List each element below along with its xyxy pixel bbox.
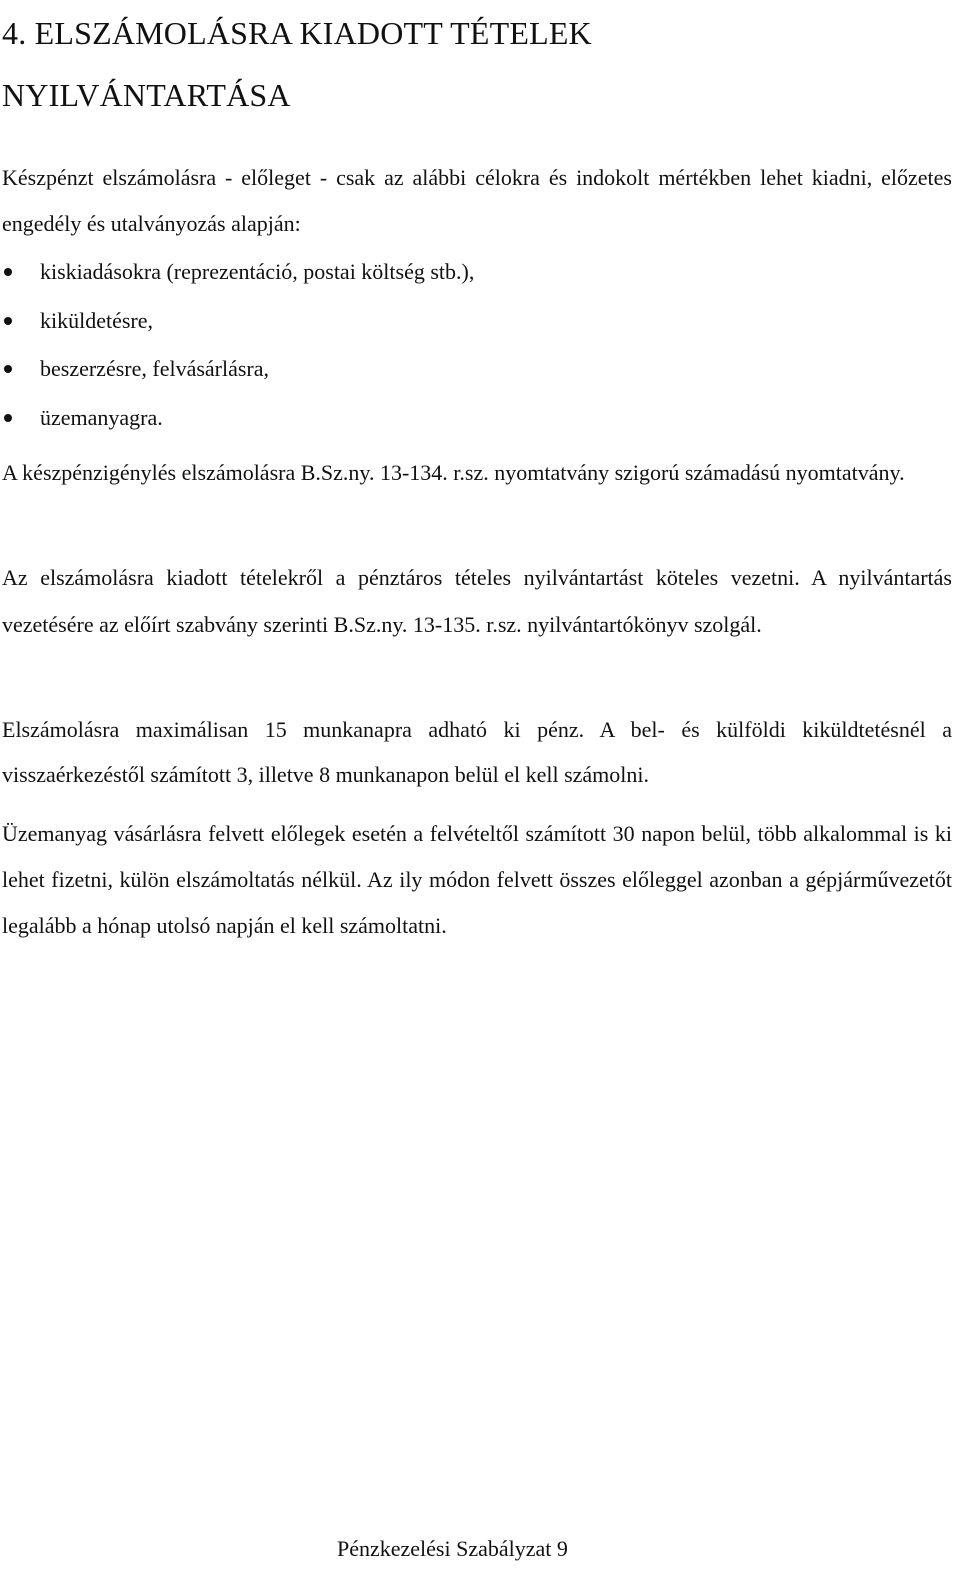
list-item-text: beszerzésre, felvásárlásra, [40,356,270,381]
page-number: 9 [556,1536,568,1561]
list-item-text: kiskiadásokra (reprezentáció, postai költség stb.), [40,259,475,284]
form-paragraph: A készpénzigénylés elszámolásra B.Sz.ny. 13-134. r.sz. nyomtatvány szigorú számadású nyomtatvány. [2,460,905,485]
ledger-paragraph: Az elszámolásra kiadott tételekről a pénztáros tételes nyilvántartást köteles vezetni. A nyilvántartás vezetésére az előírt szabvány szerinti B.Sz.ny. 13-135. r.sz. nyilvántartókönyv szolgál. [2,565,952,637]
list-item [0,297,474,346]
intro-paragraph: Készpénzt elszámolásra - előleget - csak az alábbi célokra és indokolt mértékben lehet kiadni, előzetes engedély és utalványozás alapján: [2,165,952,236]
bullet-icon [4,365,12,373]
list-item [0,345,474,394]
list-item-text: üzemanyagra. [40,404,163,430]
deadline-paragraph: Elszámolásra maximálisan 15 munkanapra adható ki pénz. A bel- és külföldi kiküldtetésnél a visszaérkezéstől számított 3, illetve 8 munkanapon belül el kell számolni. [2,717,952,787]
page-footer [337,1533,568,1565]
bullet-icon [4,317,12,325]
list-item [0,248,474,297]
list-item-text: kiküldetésre, [40,307,154,333]
list-item [0,394,474,443]
purpose-list [0,248,474,442]
bullet-icon [4,268,12,276]
footer-title: Pénzkezelési Szabályzat [337,1536,552,1561]
fuel-advance-paragraph: Üzemanyag vásárlásra felvett előlegek esetén a felvételtől számított 30 napon belül, több alkalommal is ki lehet fizetni, külön elszámoltatás nélkül. Az ily módon felvett összes előleggel azonban a gépjárművezetőt legalább a hónap utolsó napján el kell számoltatni. [2,821,952,938]
section-heading [2,2,592,126]
section-heading-line-1: 4. ELSZÁMOLÁSRA KIADOTT TÉTELEK [2,15,592,51]
section-heading-line-2: NYILVÁNTARTÁSA [2,77,291,113]
bullet-icon [4,414,12,422]
